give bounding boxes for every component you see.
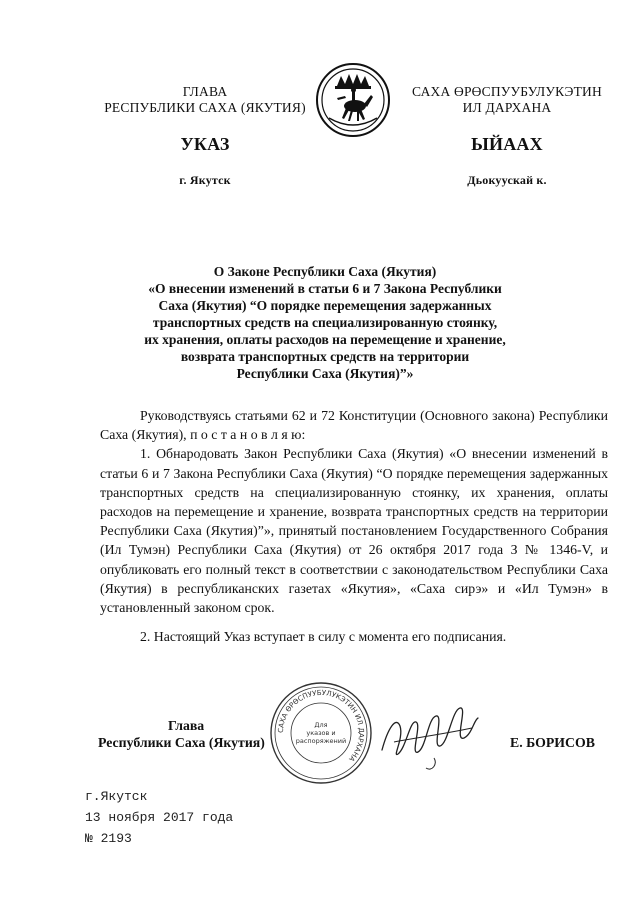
official-stamp [268,680,374,786]
signatory-title-line1: Глава [168,718,205,733]
title-line: Республики Саха (Якутия)”» [236,366,414,381]
stamp-center-line2: указов и [306,729,336,737]
title-line: возврата транспортных средств на территории [180,349,470,364]
item-1-paragraph: 1. Обнародовать Закон Республики Саха (Якутия) «О внесении изменений в статьи 6 и 7 Закона Республики Саха (Якутия) “О порядке перемещения задержанных транспортных средств на специализированную стоянку, их хранения, оплаты расходов на перемещение и хранение, возврата транспортных средств на территории Республики Саха (Якутия)”», принятый постановлением Государственного Собрания (Ил Тумэн) Республики Саха (Якутия) от 26 октября 2017 года З № 1346-V, и опубликовать его полный текст в соответствии с законодательством Республики Саха (Якутия) в республиканских газетах «Якутия», «Саха сирэ» и «Ил Тумэн» в установленный законом срок. [100,446,608,616]
handwritten-signature [374,698,484,778]
item-2-paragraph: 2. Настоящий Указ вступает в силу с момента его подписания. [140,629,507,645]
header-left-line1: ГЛАВА [182,84,228,99]
preamble-paragraph: Руководствуясь статьями 62 и 72 Конституции (Основного закона) Республики Саха (Якутия), п о с т а н о в л я ю: [100,408,608,443]
doc-type-right: ЫЙААХ [471,134,543,154]
coat-of-arms-icon [315,62,391,138]
stamp-ring-text: САХА ӨРӨСПУУБУЛУКЭТИН ИЛ ДАРХАНА [276,688,366,763]
footer-number: № 2193 [85,831,132,846]
signatory-name: Е. БОРИСОВ [510,735,595,750]
title-line: «О внесении изменений в статьи 6 и 7 Закона Республики [148,281,502,296]
title-line: транспортных средств на специализированную стоянку, [152,315,498,330]
header-right [398,84,616,188]
title-line: Саха (Якутия) “О порядке перемещения задержанных [158,298,492,313]
city-left: г. Якутск [179,173,231,187]
header-left-line2: РЕСПУБЛИКИ САХА (ЯКУТИЯ) [104,100,306,115]
signatory-title [98,717,278,751]
city-right: Дьокуускай к. [467,173,547,187]
title-line: их хранения, оплаты расходов на перемещение и хранение, [144,332,506,347]
document-title [80,263,570,382]
title-line: О Законе Республики Саха (Якутия) [213,264,437,279]
signatory-title-line2: Республики Саха (Якутия) [98,735,265,750]
header-right-line1: САХА ӨРӨСПУУБУЛУКЭТИН [412,84,602,99]
footer-date: 13 ноября 2017 года [85,810,234,825]
document-footer [85,786,233,849]
stamp-center-line3: распоряжений [295,737,347,745]
doc-type-left: УКАЗ [180,134,230,154]
header-left [80,84,330,188]
document-body [100,406,608,646]
header-right-line2: ИЛ ДАРХАНА [462,100,552,115]
footer-city: г.Якутск [85,789,148,804]
stamp-center-line1: Для [314,721,328,729]
